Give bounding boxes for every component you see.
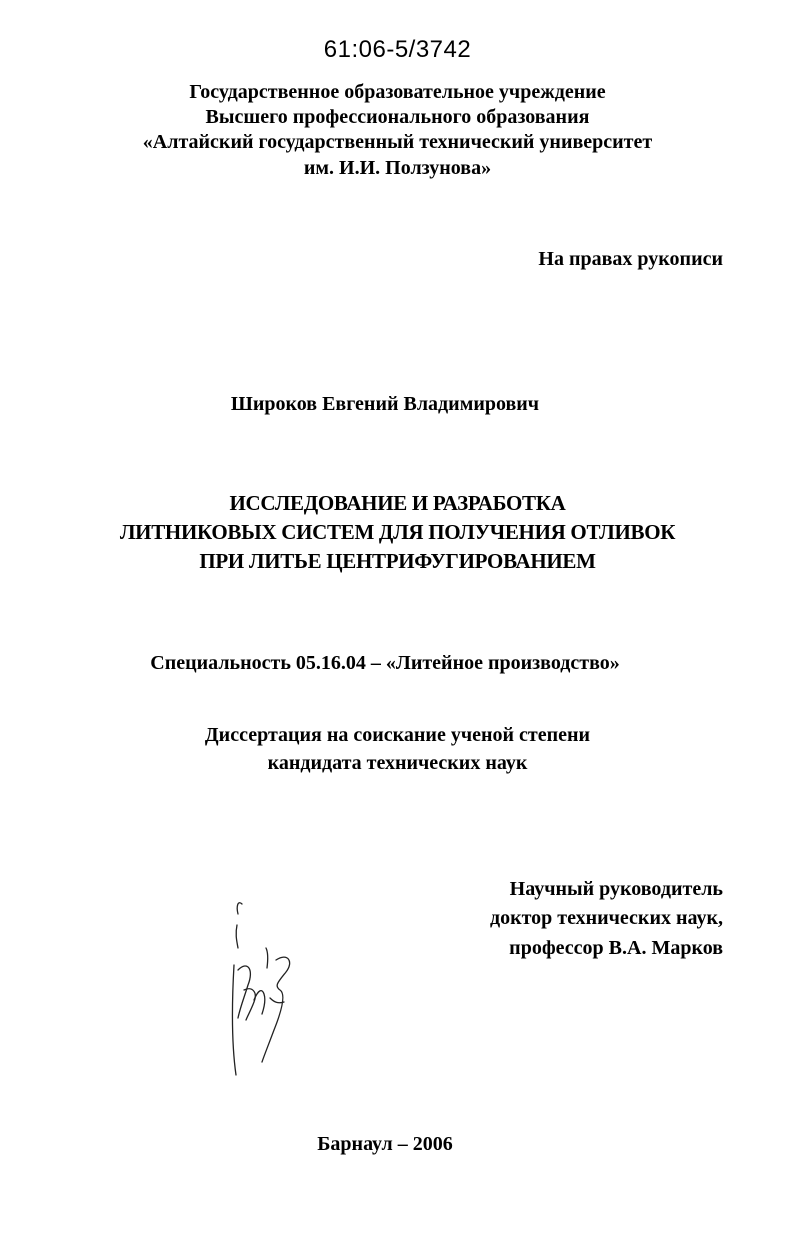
- thesis-title-line-3: ПРИ ЛИТЬЕ ЦЕНТРИФУГИРОВАНИЕМ: [199, 549, 596, 573]
- advisor-line-3: профессор В.А. Марков: [509, 937, 723, 959]
- specialty: Специальность 05.16.04 – «Литейное производство»: [150, 652, 620, 674]
- thesis-title-line-1: ИССЛЕДОВАНИЕ И РАЗРАБОТКА: [229, 491, 566, 515]
- dissertation-line-2: кандидата технических наук: [267, 752, 528, 774]
- city-year: Барнаул – 2006: [317, 1133, 453, 1155]
- dissertation-line-1: Диссертация на соискание ученой степени: [204, 724, 591, 746]
- institution-line-2: Высшего профессионального образования: [205, 106, 590, 128]
- handwritten-signature: [218, 890, 308, 1085]
- author-name: Широков Евгений Владимирович: [230, 393, 540, 415]
- advisor-line-2: доктор технических наук,: [489, 907, 723, 929]
- institution-line-3: «Алтайский государственный технический университет: [142, 131, 653, 153]
- catalog-number: 61:06-5/3742: [323, 36, 472, 63]
- rights-notice: На правах рукописи: [538, 248, 723, 270]
- institution-line-1: Государственное образовательное учреждение: [189, 81, 606, 103]
- thesis-title-line-2: ЛИТНИКОВЫХ СИСТЕМ ДЛЯ ПОЛУЧЕНИЯ ОТЛИВОК: [119, 520, 676, 544]
- institution-line-4: им. И.И. Ползунова»: [303, 157, 492, 179]
- advisor-line-1: Научный руководитель: [509, 878, 723, 900]
